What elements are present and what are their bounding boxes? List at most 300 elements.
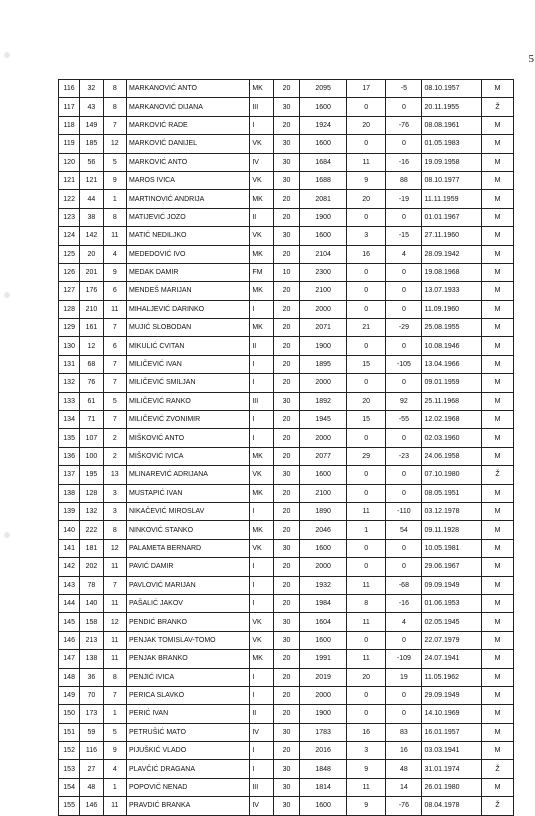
k-factor-cell: 20 (273, 411, 300, 429)
games-cell: 0 (347, 337, 386, 355)
rating-cell: 1984 (300, 594, 347, 612)
birth-date-cell: 13.04.1966 (422, 355, 482, 373)
player-name-cell: MEDAK DAMIR (127, 263, 250, 281)
player-name-cell: MILIČEVIĆ ZVONIMIR (127, 411, 250, 429)
club-number-cell: 5 (103, 392, 126, 410)
birth-date-cell: 03.03.1941 (422, 742, 482, 760)
title-cell: MK (250, 521, 273, 539)
table-row (59, 594, 514, 612)
birth-date-cell: 07.10.1980 (422, 466, 482, 484)
rating-cell: 1684 (300, 153, 347, 171)
games-cell: 20 (347, 190, 386, 208)
games-cell: 0 (347, 135, 386, 153)
sex-cell: M (482, 245, 514, 263)
player-name-cell: MARKANOVIĆ ANTO (127, 80, 250, 98)
k-factor-cell: 20 (273, 208, 300, 226)
k-factor-cell: 30 (273, 760, 300, 778)
player-id-cell: 138 (80, 650, 103, 668)
rating-cell: 2095 (300, 80, 347, 98)
rating-change-cell: 0 (386, 705, 422, 723)
rating-change-cell: -55 (386, 411, 422, 429)
k-factor-cell: 20 (273, 374, 300, 392)
title-cell: I (250, 502, 273, 520)
player-id-cell: 61 (80, 392, 103, 410)
player-name-cell: MATIĆ NEDILJKO (127, 227, 250, 245)
birth-date-cell: 08.10.1957 (422, 80, 482, 98)
rating-cell: 1895 (300, 355, 347, 373)
title-cell: I (250, 742, 273, 760)
club-number-cell: 4 (103, 245, 126, 263)
row-number-cell: 132 (59, 374, 80, 392)
player-id-cell: 202 (80, 558, 103, 576)
row-number-cell: 133 (59, 392, 80, 410)
k-factor-cell: 20 (273, 484, 300, 502)
club-number-cell: 1 (103, 778, 126, 796)
player-ranking-table (58, 79, 514, 816)
birth-date-cell: 11.11.1959 (422, 190, 482, 208)
player-id-cell: 100 (80, 447, 103, 465)
rating-cell: 1945 (300, 411, 347, 429)
row-number-cell: 146 (59, 631, 80, 649)
sex-cell: M (482, 668, 514, 686)
row-number-cell: 152 (59, 742, 80, 760)
sex-cell: M (482, 502, 514, 520)
games-cell: 8 (347, 594, 386, 612)
k-factor-cell: 20 (273, 668, 300, 686)
title-cell: II (250, 208, 273, 226)
rating-change-cell: 54 (386, 521, 422, 539)
row-number-cell: 149 (59, 686, 80, 704)
rating-cell: 2077 (300, 447, 347, 465)
birth-date-cell: 22.07.1979 (422, 631, 482, 649)
birth-date-cell: 10.08.1946 (422, 337, 482, 355)
k-factor-cell: 20 (273, 116, 300, 134)
club-number-cell: 3 (103, 502, 126, 520)
rating-cell: 1890 (300, 502, 347, 520)
table-row (59, 153, 514, 171)
k-factor-cell: 20 (273, 282, 300, 300)
rating-change-cell: 0 (386, 282, 422, 300)
table-row (59, 705, 514, 723)
player-name-cell: MUJIĆ SLOBODAN (127, 319, 250, 337)
rating-change-cell: -16 (386, 594, 422, 612)
sex-cell: M (482, 392, 514, 410)
table-row (59, 631, 514, 649)
birth-date-cell: 19.09.1958 (422, 153, 482, 171)
player-id-cell: 149 (80, 116, 103, 134)
title-cell: IV (250, 797, 273, 815)
table-row (59, 263, 514, 281)
title-cell: III (250, 778, 273, 796)
club-number-cell: 9 (103, 263, 126, 281)
sex-cell: M (482, 208, 514, 226)
table-row (59, 80, 514, 98)
birth-date-cell: 02.03.1960 (422, 429, 482, 447)
sex-cell: M (482, 355, 514, 373)
sex-cell: M (482, 227, 514, 245)
player-name-cell: MARKOVIĆ DANIJEL (127, 135, 250, 153)
player-name-cell: MARKOVIĆ RADE (127, 116, 250, 134)
birth-date-cell: 03.12.1978 (422, 502, 482, 520)
rating-cell: 2000 (300, 558, 347, 576)
games-cell: 29 (347, 447, 386, 465)
rating-change-cell: 0 (386, 208, 422, 226)
player-id-cell: 27 (80, 760, 103, 778)
player-id-cell: 116 (80, 742, 103, 760)
sex-cell: M (482, 778, 514, 796)
table-row (59, 208, 514, 226)
club-number-cell: 7 (103, 411, 126, 429)
player-name-cell: MILIČEVIĆ RANKO (127, 392, 250, 410)
rating-cell: 2300 (300, 263, 347, 281)
table-row (59, 429, 514, 447)
row-number-cell: 129 (59, 319, 80, 337)
k-factor-cell: 20 (273, 319, 300, 337)
row-number-cell: 145 (59, 613, 80, 631)
club-number-cell: 3 (103, 484, 126, 502)
rating-cell: 2104 (300, 245, 347, 263)
row-number-cell: 119 (59, 135, 80, 153)
k-factor-cell: 20 (273, 80, 300, 98)
table-row (59, 668, 514, 686)
sex-cell: M (482, 705, 514, 723)
rating-cell: 1600 (300, 98, 347, 116)
k-factor-cell: 20 (273, 650, 300, 668)
sex-cell: M (482, 135, 514, 153)
sex-cell: M (482, 594, 514, 612)
birth-date-cell: 19.08.1968 (422, 263, 482, 281)
rating-change-cell: 0 (386, 337, 422, 355)
k-factor-cell: 30 (273, 98, 300, 116)
club-number-cell: 11 (103, 227, 126, 245)
player-id-cell: 107 (80, 429, 103, 447)
club-number-cell: 11 (103, 650, 126, 668)
birth-date-cell: 09.09.1949 (422, 576, 482, 594)
sex-cell: M (482, 319, 514, 337)
games-cell: 9 (347, 760, 386, 778)
rating-change-cell: 0 (386, 484, 422, 502)
rating-change-cell: 14 (386, 778, 422, 796)
k-factor-cell: 30 (273, 539, 300, 557)
player-name-cell: POPOVIĆ NENAD (127, 778, 250, 796)
player-id-cell: 195 (80, 466, 103, 484)
club-number-cell: 2 (103, 429, 126, 447)
title-cell: IV (250, 153, 273, 171)
club-number-cell: 11 (103, 797, 126, 815)
row-number-cell: 147 (59, 650, 80, 668)
row-number-cell: 137 (59, 466, 80, 484)
birth-date-cell: 01.01.1967 (422, 208, 482, 226)
birth-date-cell: 08.10.1977 (422, 171, 482, 189)
k-factor-cell: 30 (273, 723, 300, 741)
sex-cell: M (482, 80, 514, 98)
row-number-cell: 141 (59, 539, 80, 557)
title-cell: I (250, 429, 273, 447)
rating-cell: 1600 (300, 539, 347, 557)
rating-change-cell: 83 (386, 723, 422, 741)
player-id-cell: 12 (80, 337, 103, 355)
rating-change-cell: 0 (386, 374, 422, 392)
player-id-cell: 181 (80, 539, 103, 557)
sex-cell: M (482, 374, 514, 392)
rating-change-cell: -68 (386, 576, 422, 594)
sex-cell: M (482, 282, 514, 300)
player-id-cell: 68 (80, 355, 103, 373)
rating-cell: 2100 (300, 484, 347, 502)
table-body (59, 80, 514, 816)
games-cell: 0 (347, 558, 386, 576)
games-cell: 0 (347, 263, 386, 281)
sex-cell: M (482, 521, 514, 539)
k-factor-cell: 20 (273, 558, 300, 576)
sex-cell: M (482, 742, 514, 760)
birth-date-cell: 26.01.1980 (422, 778, 482, 796)
title-cell: MK (250, 80, 273, 98)
table-row (59, 135, 514, 153)
games-cell: 0 (347, 429, 386, 447)
birth-date-cell: 11.09.1960 (422, 300, 482, 318)
birth-date-cell: 02.05.1945 (422, 613, 482, 631)
player-id-cell: 121 (80, 171, 103, 189)
rating-cell: 1932 (300, 576, 347, 594)
rating-cell: 1600 (300, 466, 347, 484)
games-cell: 0 (347, 484, 386, 502)
sex-cell: M (482, 171, 514, 189)
birth-date-cell: 10.05.1981 (422, 539, 482, 557)
sex-cell: Ž (482, 760, 514, 778)
sex-cell: M (482, 686, 514, 704)
rating-change-cell: 88 (386, 171, 422, 189)
player-name-cell: MILIČEVIĆ SMILJAN (127, 374, 250, 392)
games-cell: 0 (347, 686, 386, 704)
title-cell: I (250, 576, 273, 594)
row-number-cell: 131 (59, 355, 80, 373)
birth-date-cell: 31.01.1974 (422, 760, 482, 778)
row-number-cell: 143 (59, 576, 80, 594)
k-factor-cell: 30 (273, 466, 300, 484)
club-number-cell: 11 (103, 558, 126, 576)
table-row (59, 502, 514, 520)
title-cell: I (250, 300, 273, 318)
table-row (59, 227, 514, 245)
title-cell: I (250, 594, 273, 612)
birth-date-cell: 13.07.1933 (422, 282, 482, 300)
title-cell: MK (250, 447, 273, 465)
sex-cell: M (482, 631, 514, 649)
club-number-cell: 11 (103, 594, 126, 612)
player-id-cell: 132 (80, 502, 103, 520)
k-factor-cell: 20 (273, 521, 300, 539)
club-number-cell: 7 (103, 116, 126, 134)
row-number-cell: 127 (59, 282, 80, 300)
title-cell: III (250, 98, 273, 116)
club-number-cell: 7 (103, 319, 126, 337)
player-name-cell: PIJUŠKIĆ VLADO (127, 742, 250, 760)
player-name-cell: MIHALJEVIĆ DARINKO (127, 300, 250, 318)
rating-change-cell: 0 (386, 135, 422, 153)
sex-cell: Ž (482, 797, 514, 815)
rating-change-cell: 0 (386, 429, 422, 447)
player-id-cell: 20 (80, 245, 103, 263)
rating-cell: 2100 (300, 282, 347, 300)
rating-cell: 1900 (300, 208, 347, 226)
k-factor-cell: 20 (273, 705, 300, 723)
row-number-cell: 117 (59, 98, 80, 116)
birth-date-cell: 12.02.1968 (422, 411, 482, 429)
row-number-cell: 122 (59, 190, 80, 208)
title-cell: VK (250, 227, 273, 245)
games-cell: 0 (347, 98, 386, 116)
rating-change-cell: -109 (386, 650, 422, 668)
rating-change-cell: -5 (386, 80, 422, 98)
table-row (59, 282, 514, 300)
row-number-cell: 123 (59, 208, 80, 226)
row-number-cell: 134 (59, 411, 80, 429)
club-number-cell: 2 (103, 447, 126, 465)
games-cell: 0 (347, 705, 386, 723)
games-cell: 0 (347, 300, 386, 318)
player-id-cell: 210 (80, 300, 103, 318)
rating-change-cell: 0 (386, 263, 422, 281)
player-id-cell: 71 (80, 411, 103, 429)
birth-date-cell: 29.06.1967 (422, 558, 482, 576)
player-id-cell: 140 (80, 594, 103, 612)
birth-date-cell: 08.05.1951 (422, 484, 482, 502)
title-cell: VK (250, 539, 273, 557)
k-factor-cell: 30 (273, 392, 300, 410)
row-number-cell: 121 (59, 171, 80, 189)
rating-change-cell: -110 (386, 502, 422, 520)
rating-cell: 1600 (300, 797, 347, 815)
punch-hole (4, 292, 10, 298)
k-factor-cell: 20 (273, 300, 300, 318)
games-cell: 20 (347, 392, 386, 410)
rating-change-cell: 0 (386, 558, 422, 576)
rating-cell: 1892 (300, 392, 347, 410)
games-cell: 11 (347, 153, 386, 171)
row-number-cell: 125 (59, 245, 80, 263)
table-row (59, 797, 514, 815)
punch-hole (4, 52, 10, 58)
games-cell: 11 (347, 613, 386, 631)
rating-cell: 1688 (300, 171, 347, 189)
player-id-cell: 48 (80, 778, 103, 796)
row-number-cell: 135 (59, 429, 80, 447)
row-number-cell: 126 (59, 263, 80, 281)
k-factor-cell: 20 (273, 576, 300, 594)
rating-cell: 2000 (300, 374, 347, 392)
rating-cell: 2046 (300, 521, 347, 539)
sex-cell: M (482, 337, 514, 355)
table-row (59, 300, 514, 318)
title-cell: MK (250, 190, 273, 208)
table-row (59, 392, 514, 410)
club-number-cell: 12 (103, 539, 126, 557)
table-row (59, 650, 514, 668)
birth-date-cell: 08.04.1978 (422, 797, 482, 815)
player-id-cell: 32 (80, 80, 103, 98)
row-number-cell: 148 (59, 668, 80, 686)
player-name-cell: MATIJEVIĆ JOZO (127, 208, 250, 226)
table-row (59, 466, 514, 484)
games-cell: 0 (347, 374, 386, 392)
club-number-cell: 11 (103, 300, 126, 318)
rating-cell: 2081 (300, 190, 347, 208)
row-number-cell: 120 (59, 153, 80, 171)
k-factor-cell: 20 (273, 355, 300, 373)
birth-date-cell: 09.01.1959 (422, 374, 482, 392)
player-name-cell: PERIĆ IVAN (127, 705, 250, 723)
rating-change-cell: -15 (386, 227, 422, 245)
club-number-cell: 1 (103, 705, 126, 723)
club-number-cell: 8 (103, 668, 126, 686)
k-factor-cell: 20 (273, 502, 300, 520)
title-cell: I (250, 760, 273, 778)
club-number-cell: 7 (103, 576, 126, 594)
k-factor-cell: 30 (273, 227, 300, 245)
player-id-cell: 128 (80, 484, 103, 502)
birth-date-cell: 28.09.1942 (422, 245, 482, 263)
title-cell: VK (250, 135, 273, 153)
table-row (59, 686, 514, 704)
player-name-cell: PENJAK BRANKO (127, 650, 250, 668)
games-cell: 17 (347, 80, 386, 98)
k-factor-cell: 30 (273, 778, 300, 796)
table-row (59, 355, 514, 373)
player-id-cell: 176 (80, 282, 103, 300)
club-number-cell: 8 (103, 98, 126, 116)
title-cell: FM (250, 263, 273, 281)
title-cell: VK (250, 171, 273, 189)
rating-change-cell: -76 (386, 116, 422, 134)
birth-date-cell: 01.06.1953 (422, 594, 482, 612)
table-row (59, 521, 514, 539)
player-id-cell: 213 (80, 631, 103, 649)
sex-cell: M (482, 723, 514, 741)
row-number-cell: 138 (59, 484, 80, 502)
row-number-cell: 130 (59, 337, 80, 355)
punch-hole (4, 532, 10, 538)
player-id-cell: 59 (80, 723, 103, 741)
table-row (59, 319, 514, 337)
club-number-cell: 9 (103, 171, 126, 189)
title-cell: III (250, 392, 273, 410)
rating-cell: 2019 (300, 668, 347, 686)
rating-cell: 1924 (300, 116, 347, 134)
rating-cell: 2000 (300, 429, 347, 447)
player-id-cell: 161 (80, 319, 103, 337)
table-row (59, 484, 514, 502)
player-name-cell: MIKULIĆ CVITAN (127, 337, 250, 355)
k-factor-cell: 30 (273, 797, 300, 815)
rating-change-cell: -76 (386, 797, 422, 815)
row-number-cell: 118 (59, 116, 80, 134)
birth-date-cell: 29.09.1949 (422, 686, 482, 704)
table-row (59, 98, 514, 116)
sex-cell: M (482, 116, 514, 134)
player-id-cell: 56 (80, 153, 103, 171)
rating-cell: 1848 (300, 760, 347, 778)
player-name-cell: MIŠKOVIĆ IVICA (127, 447, 250, 465)
games-cell: 16 (347, 723, 386, 741)
birth-date-cell: 14.10.1969 (422, 705, 482, 723)
player-name-cell: PLAVČIĆ DRAGANA (127, 760, 250, 778)
rating-change-cell: 16 (386, 742, 422, 760)
player-name-cell: PENDIĆ BRANKO (127, 613, 250, 631)
birth-date-cell: 20.11.1955 (422, 98, 482, 116)
rating-change-cell: -105 (386, 355, 422, 373)
rating-change-cell: 0 (386, 466, 422, 484)
